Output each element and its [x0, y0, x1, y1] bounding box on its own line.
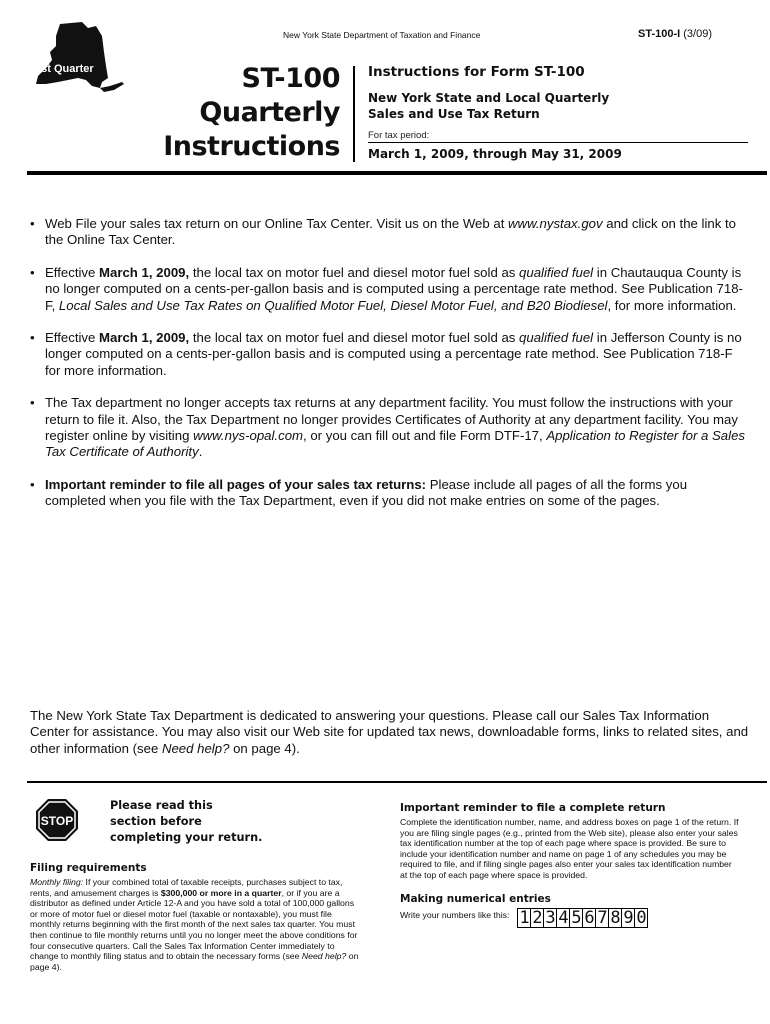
- digit-box: 6: [584, 907, 595, 928]
- digit-box: 1: [519, 907, 530, 928]
- text-segment: The New York State Tax Department is dedicated to answering your questions. Please call our Sales Tax Information Center for assistance. You may also visit our Web site for updated tax news, downloadable forms, links to related sites, and other information (see: [30, 708, 749, 756]
- stop-sign-text: STOP: [40, 814, 74, 828]
- reminder-section: [400, 802, 740, 928]
- reminder-heading: Important reminder to file all pages of your sales tax returns:: [45, 476, 427, 492]
- intro-paragraph: [30, 708, 750, 757]
- need-help-link[interactable]: Need help?: [301, 951, 347, 962]
- header-rule: [27, 171, 767, 175]
- form-title: Application to Register for a Sales Tax Certificate of Authority: [45, 428, 745, 460]
- bullet-icon: •: [30, 476, 35, 492]
- subtitle-line-1: New York State and Local Quarterly: [368, 91, 610, 105]
- text-segment: Effective: [45, 330, 99, 346]
- note-line: section before: [110, 815, 202, 828]
- digit-box: 4: [558, 907, 569, 928]
- digit-box: 9: [623, 907, 634, 928]
- text-segment: the local tax on motor fuel and diesel motor fuel sold as: [189, 330, 520, 346]
- digit-box: 5: [571, 907, 582, 928]
- text-segment: .: [198, 444, 203, 460]
- map-badge: 1st Quarter: [35, 63, 94, 75]
- effective-date: March 1, 2009,: [99, 330, 190, 346]
- effective-date: March 1, 2009,: [99, 264, 190, 280]
- text-segment: on page 4).: [229, 740, 300, 756]
- title-line-3: Instructions: [163, 131, 340, 162]
- title-line-1: ST-100: [241, 63, 340, 94]
- tax-period: March 1, 2009, through May 31, 2009: [368, 147, 622, 161]
- numerical-example: [400, 908, 740, 928]
- digit-box: 3: [545, 907, 556, 928]
- text-segment: Effective: [45, 264, 99, 280]
- period-label: For tax period:: [368, 130, 430, 141]
- period-rule: [368, 142, 748, 143]
- text-segment: Web File your sales tax return on our Online Tax Center. Visit us on the Web at: [45, 216, 509, 231]
- text-segment: Please include all pages of all the forms you completed when you file with the Tax Department, even if you did not make entries on some of the pages.: [45, 476, 688, 509]
- need-help-link[interactable]: Need help?: [161, 740, 230, 756]
- numerical-label: Write your numbers like this:: [400, 909, 510, 920]
- text-segment: , or if you are a distributor as defined under Article 12-A and you have sold a total of 100,000 gallons or more of motor fuel or diesel motor fuel (taxable or nontaxable), you must file monthly returns beginning with the first month of the next sales tax quarter. You must then continue to file monthly returns until you no longer meet the above conditions for four consecutive quarters. Call the Sales Tax Information Center immediately to change to monthly filing status and to obtain the necessary forms (see: [30, 887, 358, 962]
- list-item: [30, 216, 750, 249]
- title-divider: [353, 66, 355, 162]
- text-segment: If your combined total of taxable receipts, purchases subject to tax, rents, and amusement charges is: [30, 877, 343, 898]
- text-segment: in Jefferson County is no longer computed on a cents-per-gallon basis and is computed using a percentage rate method. See Publication 718-F for more information.: [45, 330, 742, 378]
- bullet-icon: •: [30, 395, 35, 411]
- new-york-state-map-icon: [30, 22, 126, 102]
- list-item: [30, 265, 750, 314]
- digit-boxes: [517, 908, 648, 928]
- read-before-note: [110, 798, 262, 846]
- agency-name: New York State Department of Taxation and Finance: [283, 30, 481, 40]
- text-segment: The Tax department no longer accepts tax returns at any department facility. You must follow the instructions with your return to file it. Also, the Tax Department no longer provides Certificates of Authority at any department facility. You may register online by visiting: [45, 395, 738, 444]
- threshold-text: $300,000 or more in a quarter: [160, 887, 282, 898]
- page-title: [163, 62, 340, 164]
- filing-heading: Filing requirements: [30, 862, 147, 874]
- monthly-label: Monthly filing:: [30, 877, 84, 887]
- reminder-heading: Important reminder to file a complete return: [400, 802, 666, 814]
- instructions-for: Instructions for Form ST-100: [368, 64, 585, 80]
- form-number: [638, 28, 712, 40]
- term: qualified fuel: [519, 264, 594, 280]
- form-id: ST-100-I: [638, 28, 681, 40]
- text-segment: in Chautauqua County is no longer computed on a cents-per-gallon basis and is computed using a percentage rate method. See Publication 718-F,: [45, 264, 743, 313]
- term: qualified fuel: [519, 330, 594, 346]
- notice-list: [30, 216, 750, 526]
- text-segment: , for more information.: [607, 297, 737, 313]
- text-segment: and click on the link to the Online Tax Center.: [45, 216, 736, 248]
- note-line: completing your return.: [110, 831, 263, 844]
- list-item: [30, 330, 750, 379]
- header-details: [368, 64, 748, 161]
- list-item: [30, 395, 750, 461]
- digit-box: 8: [610, 907, 621, 928]
- text-segment: , or you can fill out and file Form DTF-17,: [303, 428, 547, 444]
- website-link[interactable]: www.nys-opal.com: [193, 428, 304, 444]
- form-date: (3/09): [680, 28, 712, 40]
- digit-box: 7: [597, 907, 608, 928]
- numerical-heading: Making numerical entries: [400, 892, 551, 905]
- list-item: [30, 477, 750, 510]
- filing-requirements-section: [30, 862, 360, 972]
- text-segment: the local tax on motor fuel and diesel motor fuel sold as: [189, 264, 520, 280]
- subtitle-line-2: Sales and Use Tax Return: [368, 107, 540, 121]
- bullet-icon: •: [30, 264, 35, 280]
- bullet-icon: •: [30, 330, 35, 346]
- form-subtitle: [368, 90, 748, 122]
- digit-box: 2: [532, 907, 543, 928]
- website-link[interactable]: www.nystax.gov: [508, 216, 603, 231]
- publication-title: Local Sales and Use Tax Rates on Qualified Motor Fuel, Diesel Motor Fuel, and B20 Biodiesel: [58, 297, 608, 313]
- bullet-icon: •: [30, 216, 35, 231]
- title-line-2: Quarterly: [199, 97, 340, 128]
- note-line: Please read this: [110, 799, 213, 812]
- section-rule: [27, 781, 767, 783]
- reminder-text: Complete the identification number, name, and address boxes on page 1 of the return. If you are filing single pages (e.g., printed from the Web site), please also enter your sales tax identification number at the top of each page where space is provided. Be sure to include your identification number and name on page 1 of any schedules you may be required to file, and if filing single pages also enter your sales tax identification number at the top of each page where space is provided.: [400, 817, 739, 880]
- text-segment: on page 4).: [30, 951, 359, 972]
- filing-text: [30, 877, 360, 972]
- stop-sign-icon: [35, 798, 79, 842]
- digit-box: 0: [636, 907, 647, 928]
